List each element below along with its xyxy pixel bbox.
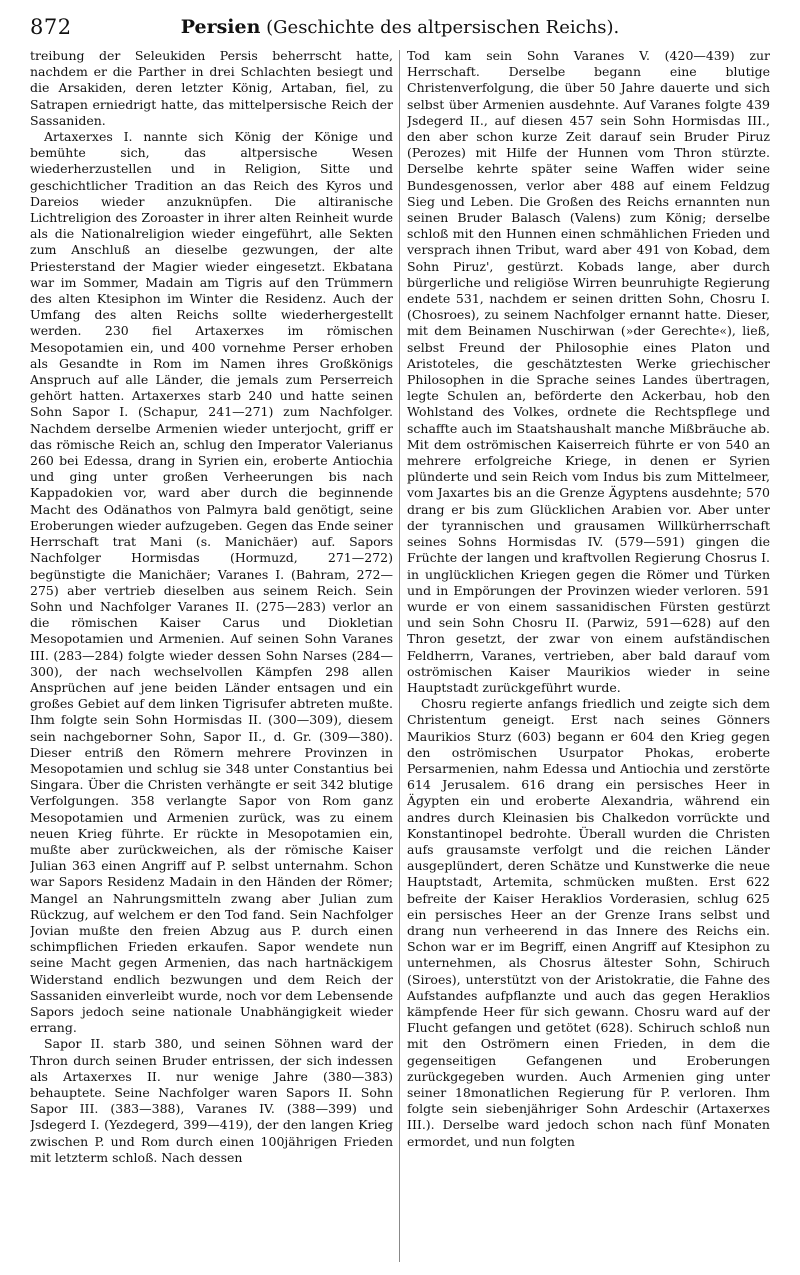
paragraph: Tod kam sein Sohn Varanes V. (420—439) zur Herrschaft. Derselbe begann eine blutige Christenverfolgung, die über 50 Jahre dauerte und sich selbst über Armenien ausdehnte. Auf Varanes folgte 439 Jsdegerd II., auf diesen 457 sein Sohn Hormisdas III., den aber schon kurze Zeit darauf sein Bruder Piruz (Perozes) mit Hilfe der Hunnen vom Thron stürzte. Derselbe kehrte später seine Waffen wider seine Bundesgenossen, verlor aber 488 auf einem Feldzug Sieg und Leben. Die Großen des Reichs ernannten nun seinen Bruder Balasch (Valens) zum König; derselbe schloß mit den Hunnen einen schmählichen Frieden und versprach ihnen Tribut, ward aber 491 von Kobad, dem Sohn Piruz', gestürzt. Kobads lange, aber durch bürgerliche und religiöse Wirren beunruhigte Regierung endete 531, nachdem er seinen dritten Sohn, Chosru I. (Chosroes), zu seinem Nachfolger ernannt hatte. Dieser, mit dem Beinamen Nuschirwan (»der Gerechte«), ließ, selbst Freund der Philosophie eines Platon und Aristoteles, die geschätztesten Werke griechischer Philosophen in die Sprache seines Landes übertragen, legte Schulen an, beförderte den Ackerbau, hob den Wohlstand des Volkes, ordnete die Rechtspflege und schaffte auch im Staatshaushalt manche Mißbräuche ab. Mit dem oströmischen Kaiserreich führte er von 540 an mehrere erfolgreiche Kriege, in denen er Syrien plünderte und sein Reich vom Indus bis zum Mittelmeer, vom Jaxartes bis an die Grenze Ägyptens ausdehnte; 570 drang er bis zum Glücklichen Arabien vor. Aber unter der tyrannischen und grausamen Willkürherrschaft seines Sohns Hormisdas IV. (579—591) gingen die Früchte der langen und kraftvollen Regierung Chosrus I. in unglücklichen Kriegen gegen die Römer und Türken und in Empörungen der Provinzen wieder verloren. 591 wurde er von einem sassanidischen Fürsten gestürzt und sein Sohn Chosru II. (Parwiz, 591—628) auf den Thron gesetzt, der zwar von einem aufständischen Feldherrn, Varanes, vertrieben, aber bald darauf vom oströmischen Kaiser Maurikios wieder in seine Hauptstadt zurückgeführt wurde. xyxy=(407,48,770,695)
page-number: 872 xyxy=(30,15,72,39)
paragraph: Chosru regierte anfangs friedlich und zeigte sich dem Christentum geneigt. Erst nach seines Gönners Maurikios Sturz (603) begann er 604 den Krieg gegen den oströmischen Usurpator Phokas, eroberte Persarmenien, nahm Edessa und Antiochia und zerstörte 614 Jerusalem. 616 drang ein persisches Heer in Ägypten ein und eroberte Alexandria, während ein andres durch Kleinasien bis Chalkedon vorrückte und Konstantinopel bedrohte. Überall wurden die Christen aufs grausamste verfolgt und die reichen Länder ausgeplündert, deren Schätze und Kunstwerke die neue Hauptstadt, Artemita, schmücken mußten. Erst 622 befreite der Kaiser Heraklios Vorderasien, schlug 625 ein persisches Heer an der Grenze Irans selbst und drang nun verheerend in das Innere des Reichs ein. Schon war er im Begriff, einen Angriff auf Ktesiphon zu unternehmen, als Chosrus ältester Sohn, Schiruch (Siroes), unterstützt von der Aristokratie, die Fahne des Aufstandes aufpflanzte und auch das gegen Heraklios kämpfende Heer für sich gewann. Chosru ward auf der Flucht gefangen und getötet (628). Schiruch schloß nun mit den Oströmern einen Frieden, in dem die gegenseitigen Gefangenen und Eroberungen zurückgegeben wurden. Auch Armenien ging unter seiner 18monatlichen Regierung für P. verloren. Ihm folgte sein siebenjähriger Sohn Ardeschir (Artaxerxes III.). Derselbe ward jedoch schon nach fünf Monaten ermordet, und nun folgten xyxy=(407,696,770,1149)
left-column xyxy=(30,48,393,1266)
column-divider xyxy=(399,50,400,1262)
paragraph: Sapor II. starb 380, und seinen Söhnen ward der Thron durch seinen Bruder entrissen, der sich indessen als Artaxerxes II. nur wenige Jahre (380—383) behauptete. Seine Nachfolger waren Sapors II. Sohn Sapor III. (383—388), Varanes IV. (388—399) und Jsdegerd I. (Yezdegerd, 399—419), der den langen Krieg zwischen P. und Rom durch einen 100jährigen Frieden mit letzterm schloß. Nach dessen xyxy=(30,1036,393,1165)
running-title-main: Persien xyxy=(180,16,261,38)
running-title xyxy=(100,16,700,38)
text-columns xyxy=(30,48,770,1266)
right-column xyxy=(407,48,770,1266)
paragraph: treibung der Seleukiden Persis beherrscht hatte, nachdem er die Parther in drei Schlachten besiegt und die Arsakiden, deren letzter König, Artaban, fiel, zu Satrapen erniedrigt hatte, das mittelpersische Reich der Sassaniden. xyxy=(30,48,393,128)
paragraph: Artaxerxes I. nannte sich König der Könige und bemühte sich, das altpersische Wesen wiederherzustellen und in Religion, Sitte und geschichtlicher Tradition an das Reich des Kyros und Dareios wieder anzuknüpfen. Die altiranische Lichtreligion des Zoroaster in ihrer alten Reinheit wurde als die Nationalreligion wieder eingeführt, alle Sekten zum Anschluß an dieselbe gezwungen, der alte Priesterstand der Magier wieder eingesetzt. Ekbatana war im Sommer, Madain am Tigris auf den Trümmern des alten Ktesiphon im Winter die Residenz. Auch der Umfang des alten Reichs sollte wiederhergestellt werden. 230 fiel Artaxerxes im römischen Mesopotamien ein, und 400 vornehme Perser erhoben als Gesandte in Rom im Namen ihres Großkönigs Anspruch auf alle Länder, die jemals zum Perserreich gehört hatten. Artaxerxes starb 240 und hatte seinen Sohn Sapor I. (Schapur, 241—271) zum Nachfolger. Nachdem derselbe Armenien wieder unterjocht, griff er das römische Reich an, schlug den Imperator Valerianus 260 bei Edessa, drang in Syrien ein, eroberte Antiochia und ging unter großen Verheerungen bis nach Kappadokien vor, ward aber durch die beginnende Macht des Odänathos von Palmyra bald genötigt, seine Eroberungen wieder aufzugeben. Gegen das Ende seiner Herrschaft trat Mani (s. Manichäer) auf. Sapors Nachfolger Hormisdas (Hormuzd, 271—272) begünstigte die Manichäer; Varanes I. (Bahram, 272—275) aber vertrieb dieselben aus seinem Reich. Sein Sohn und Nachfolger Varanes II. (275—283) verlor an die römischen Kaiser Carus und Diokletian Mesopotamien und Armenien. Auf seinen Sohn Varanes III. (283—284) folgte wieder dessen Sohn Narses (284—300), der nach wechselvollen Kämpfen 298 allen Ansprüchen auf jene beiden Länder entsagen und ein großes Gebiet auf dem linken Tigrisufer abtreten mußte. Ihm folgte sein Sohn Hormisdas II. (300—309), diesem sein nachgeborner Sohn, Sapor II., d. Gr. (309—380). Dieser entriß den Römern mehrere Provinzen in Mesopotamien und schlug sie 348 unter Constantius bei Singara. Über die Christen verhängte er seit 342 blutige Verfolgungen. 358 verlangte Sapor von Rom ganz Mesopotamien und Armenien zurück, was zu einem neuen Krieg führte. Er rückte in Mesopotamien ein, mußte aber zurückweichen, als der römische Kaiser Julian 363 einen Angriff auf P. selbst unternahm. Schon war Sapors Residenz Madain in den Händen der Römer; Mangel an Nahrungsmitteln zwang aber Julian zum Rückzug, auf welchem er den Tod fand. Sein Nachfolger Jovian mußte den freien Abzug aus P. durch einen schimpflichen Frieden erkaufen. Sapor wendete nun seine Macht gegen Armenien, das nach hartnäckigem Widerstand endlich bezwungen und dem Reich der Sassaniden einverleibt wurde, noch vor dem Lebensende Sapors jedoch seine nationale Unabhängigkeit wieder errang. xyxy=(30,129,393,1036)
page-header xyxy=(30,10,770,44)
running-title-sub: (Geschichte des altpersischen Reichs). xyxy=(266,17,620,38)
